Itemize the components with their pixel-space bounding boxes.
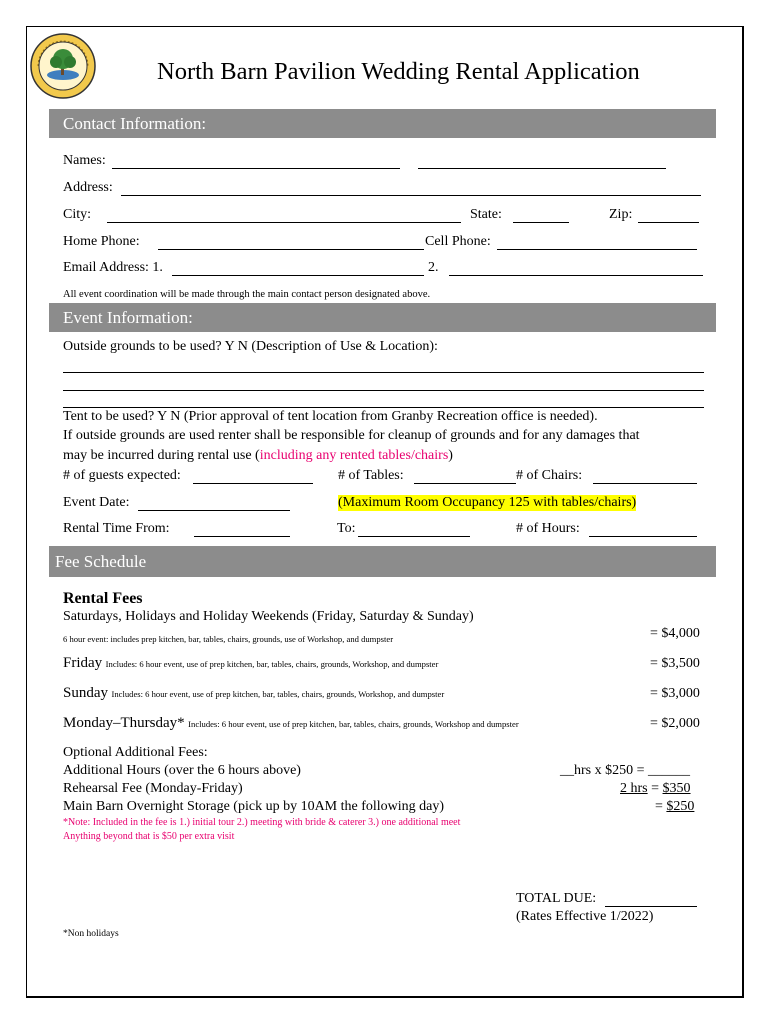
weekday-label: Monday–Thursday* [63, 715, 185, 731]
names-field-1[interactable] [112, 168, 400, 169]
total-due-label: TOTAL DUE: [516, 891, 597, 906]
guests-field[interactable] [193, 483, 313, 484]
email-2-label: 2. [428, 260, 439, 275]
fee-note-line2: Anything beyond that is $50 per extra visit [63, 831, 235, 842]
email-2-field[interactable] [449, 275, 703, 276]
to-time-field[interactable] [358, 536, 470, 537]
state-label: State: [470, 207, 502, 222]
storage-price [655, 799, 694, 815]
optional-fees-title: Optional Additional Fees: [63, 745, 208, 760]
additional-hours-price[interactable]: __hrs x $250 = ______ [560, 763, 691, 778]
rates-effective: (Rates Effective 1/2022) [516, 909, 654, 924]
sunday-price: = $3,000 [650, 686, 700, 701]
city-label: City: [63, 207, 92, 222]
names-label: Names: [63, 153, 106, 168]
address-field[interactable] [121, 195, 701, 196]
event-date-field[interactable] [138, 510, 290, 511]
weekday-row [63, 715, 519, 732]
email-1-label: Email Address: 1. [63, 260, 163, 275]
weekend-price-value: = $4,000 [650, 626, 700, 641]
outside-grounds-question: Outside grounds to be used? Y N (Description of Use & Location): [63, 339, 438, 354]
friday-price: = $3,500 [650, 656, 700, 671]
chairs-label: # of Chairs: [516, 468, 583, 483]
cleanup-text-line1: If outside grounds are used renter shall be responsible for cleanup of grounds and for any damages that [63, 428, 640, 443]
cell-phone-label: Cell Phone: [425, 234, 491, 249]
rehearsal-equals: = [647, 781, 663, 796]
address-label: Address: [63, 180, 113, 195]
names-field-2[interactable] [418, 168, 666, 169]
weekend-description: 6 hour event: includes prep kitchen, bar, tables, chairs, grounds, use of Workshop, and dumpster [63, 634, 394, 644]
from-time-field[interactable] [194, 536, 290, 537]
storage-equals: = [655, 799, 667, 814]
additional-hours-text: Additional Hours (over the 6 hours above) [63, 763, 301, 778]
non-holidays-footnote: *Non holidays [63, 929, 119, 939]
description-line-3[interactable] [63, 407, 704, 408]
storage-amount: $250 [666, 799, 695, 814]
weekday-description: Includes: 6 hour event, use of prep kitchen, bar, tables, chairs, grounds, Workshop and dumpster [188, 719, 519, 729]
weekday-price: = $2,000 [650, 716, 700, 731]
tables-label: # of Tables: [338, 468, 404, 483]
event-section-header: Event Information: [49, 303, 716, 332]
zip-field[interactable] [638, 222, 699, 223]
description-line-1[interactable] [63, 372, 704, 373]
email-1-field[interactable] [172, 275, 424, 276]
cleanup-text-highlight: including any rented tables/chairs [259, 448, 449, 463]
total-due-field[interactable] [605, 906, 697, 907]
rehearsal-hours: 2 hrs [620, 781, 648, 796]
cell-phone-field[interactable] [497, 249, 697, 250]
contact-section-header: Contact Information: [49, 109, 716, 138]
friday-row [63, 655, 438, 672]
sunday-row [63, 685, 444, 702]
page-border [26, 26, 744, 998]
rental-time-from-label: Rental Time From: [63, 521, 170, 536]
town-seal-logo [30, 33, 96, 99]
event-date-label: Event Date: [63, 495, 130, 510]
cleanup-text-end: ) [448, 448, 453, 463]
rehearsal-amount: $350 [662, 781, 691, 796]
weekend-title: Saturdays, Holidays and Holiday Weekends (Friday, Saturday & Sunday) [63, 609, 474, 624]
home-phone-field[interactable] [158, 249, 424, 250]
rehearsal-text: Rehearsal Fee (Monday-Friday) [63, 781, 243, 796]
description-line-2[interactable] [63, 390, 704, 391]
fee-note-line1: *Note: Included in the fee is 1.) initial tour 2.) meeting with bride & caterer 3.) one additional meet [63, 817, 461, 828]
city-field[interactable] [107, 222, 461, 223]
fee-section-header: Fee Schedule [49, 546, 716, 577]
weekend-price [650, 626, 700, 642]
guests-label: # of guests expected: [63, 468, 181, 483]
tent-question: Tent to be used? Y N (Prior approval of tent location from Granby Recreation office is needed). [63, 409, 598, 424]
tables-field[interactable] [414, 483, 516, 484]
friday-label: Friday [63, 655, 103, 671]
home-phone-label: Home Phone: [63, 234, 140, 249]
storage-text: Main Barn Overnight Storage (pick up by 10AM the following day) [63, 799, 445, 814]
hours-label: # of Hours: [516, 521, 580, 536]
cleanup-text-line2 [63, 448, 453, 464]
max-occupancy-note: (Maximum Room Occupancy 125 with tables/chairs) [338, 495, 637, 510]
sunday-label: Sunday [63, 685, 108, 701]
to-label: To: [337, 521, 356, 536]
contact-note: All event coordination will be made through the main contact person designated above. [63, 289, 431, 300]
sunday-description: Includes: 6 hour event, use of prep kitchen, bar, tables, chairs, grounds, Workshop, and dumpster [111, 689, 445, 699]
chairs-field[interactable] [593, 483, 697, 484]
page-title: North Barn Pavilion Wedding Rental Application [157, 58, 640, 85]
rehearsal-price [620, 781, 691, 797]
state-field[interactable] [513, 222, 569, 223]
cleanup-text-start: may be incurred during rental use ( [63, 448, 260, 463]
zip-label: Zip: [609, 207, 633, 222]
rental-fees-title: Rental Fees [63, 590, 143, 607]
hours-field[interactable] [589, 536, 697, 537]
friday-description: Includes: 6 hour event, use of prep kitchen, bar, tables, chairs, grounds, Workshop, and dumpster [105, 659, 439, 669]
